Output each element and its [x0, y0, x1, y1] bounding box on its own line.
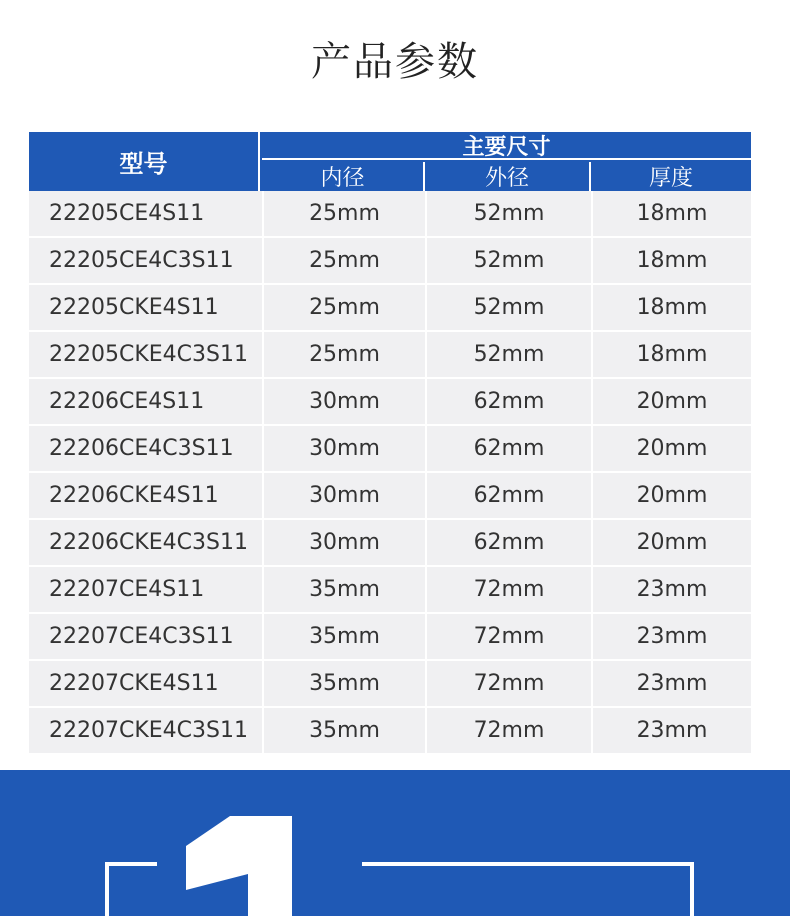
cell-outer-diameter: 62mm — [425, 520, 591, 565]
frame-line-top-left — [105, 862, 157, 866]
page-title: 产品参数 — [311, 39, 479, 85]
table-body — [29, 191, 751, 753]
cell-thickness: 20mm — [591, 426, 751, 471]
table-row — [29, 614, 751, 659]
cell-inner-diameter: 25mm — [262, 285, 425, 330]
cell-model: 22207CE4C3S11 — [29, 614, 260, 659]
cell-outer-diameter: 72mm — [425, 567, 591, 612]
cell-thickness: 23mm — [591, 708, 751, 753]
cell-model: 22206CE4C3S11 — [29, 426, 260, 471]
table-row — [29, 426, 751, 471]
header-outer-diameter: 外径 — [425, 162, 591, 191]
cell-thickness: 20mm — [591, 520, 751, 565]
cell-inner-diameter: 30mm — [262, 379, 425, 424]
cell-outer-diameter: 62mm — [425, 379, 591, 424]
cell-outer-diameter: 52mm — [425, 238, 591, 283]
table-header — [29, 132, 751, 191]
cell-inner-diameter: 30mm — [262, 426, 425, 471]
cell-outer-diameter: 52mm — [425, 191, 591, 236]
spec-table — [29, 132, 751, 753]
table-row — [29, 379, 751, 424]
cell-model: 22206CE4S11 — [29, 379, 260, 424]
header-thickness: 厚度 — [648, 166, 693, 191]
cell-outer-diameter: 62mm — [425, 426, 591, 471]
cell-model: 22207CKE4S11 — [29, 661, 260, 706]
table-row — [29, 191, 751, 236]
cell-model: 22205CE4C3S11 — [29, 238, 260, 283]
cell-thickness: 18mm — [591, 332, 751, 377]
cell-thickness: 18mm — [591, 191, 751, 236]
cell-model: 22206CKE4S11 — [29, 473, 260, 518]
cell-inner-diameter: 25mm — [262, 332, 425, 377]
cell-thickness: 20mm — [591, 379, 751, 424]
cell-thickness: 18mm — [591, 238, 751, 283]
cell-outer-diameter: 52mm — [425, 332, 591, 377]
table-row — [29, 238, 751, 283]
cell-inner-diameter: 30mm — [262, 473, 425, 518]
cell-outer-diameter: 72mm — [425, 614, 591, 659]
cell-outer-diameter: 72mm — [425, 708, 591, 753]
cell-model: 22205CE4S11 — [29, 191, 260, 236]
cell-thickness: 18mm — [591, 285, 751, 330]
numeral-one-shape — [186, 816, 292, 916]
cell-outer-diameter: 72mm — [425, 661, 591, 706]
cell-inner-diameter: 35mm — [262, 661, 425, 706]
table-row — [29, 661, 751, 706]
cell-thickness: 23mm — [591, 614, 751, 659]
header-model: 型号 — [29, 132, 260, 191]
cell-model: 22205CKE4C3S11 — [29, 332, 260, 377]
cell-model: 22207CE4S11 — [29, 567, 260, 612]
cell-model: 22206CKE4C3S11 — [29, 520, 260, 565]
cell-outer-diameter: 52mm — [425, 285, 591, 330]
header-inner-diameter: 内径 — [262, 162, 425, 191]
table-row — [29, 708, 751, 753]
frame-line-right — [690, 862, 694, 916]
blue-banner — [0, 770, 790, 916]
cell-outer-diameter: 62mm — [425, 473, 591, 518]
cell-inner-diameter: 35mm — [262, 614, 425, 659]
cell-thickness: 20mm — [591, 473, 751, 518]
table-row — [29, 567, 751, 612]
cell-inner-diameter: 30mm — [262, 520, 425, 565]
cell-model: 22207CKE4C3S11 — [29, 708, 260, 753]
cell-inner-diameter: 35mm — [262, 708, 425, 753]
table-row — [29, 285, 751, 330]
table-row — [29, 332, 751, 377]
frame-line-left — [105, 862, 109, 916]
cell-inner-diameter: 25mm — [262, 238, 425, 283]
cell-thickness: 23mm — [591, 661, 751, 706]
table-row — [29, 473, 751, 518]
cell-model: 22205CKE4S11 — [29, 285, 260, 330]
header-main-size: 主要尺寸 — [262, 132, 751, 160]
table-row — [29, 520, 751, 565]
frame-line-top-right — [362, 862, 694, 866]
cell-inner-diameter: 35mm — [262, 567, 425, 612]
cell-inner-diameter: 25mm — [262, 191, 425, 236]
cell-thickness: 23mm — [591, 567, 751, 612]
